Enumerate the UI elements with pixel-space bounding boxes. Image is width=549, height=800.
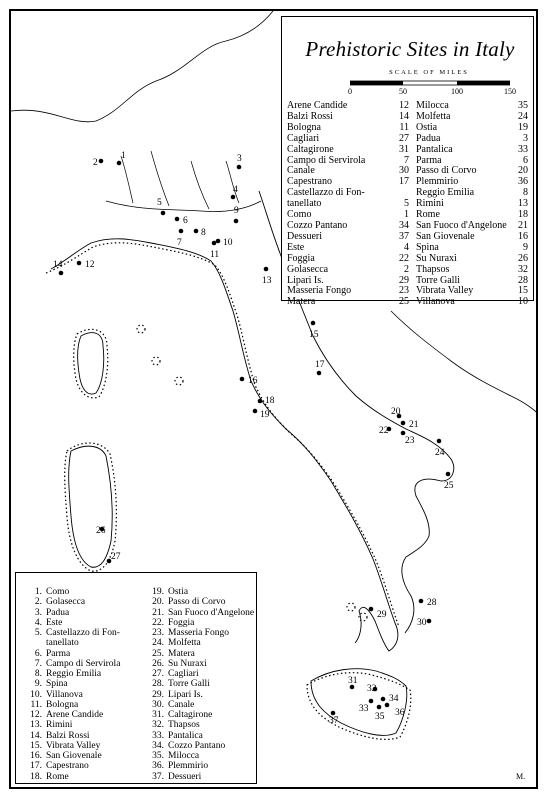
index-site-name: San Giovenale [46,751,102,761]
index-row [22,761,137,771]
index-row [144,628,259,638]
index-row [144,608,259,618]
site-label-26: 26 [96,526,106,536]
legend-site-number: 6 [523,154,528,166]
scale-bar [350,80,510,88]
index-number: 15. [30,740,42,751]
site-dot-34 [381,697,386,702]
index-number: 19. [152,587,164,597]
index-row [22,720,137,730]
legend-site-number: 20 [518,165,528,177]
site-label-22: 22 [379,426,389,436]
legend-site-number: 8 [523,187,528,199]
site-label-27: 27 [111,552,121,562]
site-label-6: 6 [183,216,188,226]
scale-label: SCALE OF MILES [389,69,469,76]
legend-site-name: Arene Candide [287,100,348,111]
legend-site-name: Milocca [416,100,449,111]
legend-site-name: Balzi Rossi [287,110,333,122]
site-dot-17 [317,371,322,376]
index-number: 12. [30,710,42,720]
index-number: 33. [152,730,164,741]
index-site-name: Capestrano [46,761,89,772]
legend-site-name: Parma [416,154,442,166]
legend-site-name: Su Nuraxi [416,252,457,264]
site-label-31: 31 [348,676,358,686]
legend-site-name: Dessueri [287,230,322,242]
legend-site-number: 36 [518,176,528,188]
legend-site-number: 19 [518,121,528,133]
sardinia-outline [69,446,113,567]
legend-site-name: tanellato [287,198,322,210]
legend-site-number: 5 [404,198,409,210]
legend-site-name: Campo di Servirola [287,154,366,166]
legend-site-name: Castellazzo di Fon- [287,187,365,199]
legend-panel [281,16,534,308]
index-site-name: Reggio Emilia [46,669,102,679]
scale-tick-150: 150 [504,87,516,96]
index-site-name: Cozzo Pantano [168,740,226,751]
site-label-35: 35 [375,712,385,722]
site-dot-5 [161,211,166,216]
site-dot-10 [216,239,221,244]
index-row [144,669,259,679]
index-row [22,638,137,648]
legend-row [287,254,409,265]
index-row [144,597,259,607]
site-dot-29 [369,607,374,612]
site-dot-6 [175,217,180,222]
legend-row [287,265,409,276]
site-label-28: 28 [427,598,437,608]
index-row [22,741,137,751]
index-row [22,751,137,761]
legend-row [416,297,528,308]
index-number: 9. [34,679,42,690]
legend-site-number: 23 [399,285,409,297]
index-number: 30. [152,699,164,710]
site-label-23: 23 [405,436,415,446]
index-number: 8. [34,669,42,679]
site-dot-4 [231,195,236,200]
index-row [144,679,259,689]
legend-column-right [416,101,528,308]
index-site-name: Campo di Servirola [46,658,121,669]
index-row [22,731,137,741]
legend-site-number: 27 [399,132,409,144]
legend-site-number: 10 [518,296,528,308]
legend-site-number: 7 [404,154,409,166]
site-label-13: 13 [262,276,272,286]
legend-site-number: 28 [518,274,528,286]
index-site-name: Foggia [168,617,195,628]
legend-site-name: Plemmirio [416,176,459,188]
legend-site-name: Villanova [416,296,455,308]
site-dot-13 [264,267,269,272]
index-site-name: Arene Candide [46,710,104,720]
site-label-3: 3 [237,154,242,164]
legend-row [287,145,409,156]
legend-site-number: 32 [518,263,528,275]
index-site-name: San Fuoco d'Angelone [168,607,255,618]
index-site-name: Como [46,587,70,597]
site-dot-23 [401,431,406,436]
index-row [22,669,137,679]
site-label-36: 36 [395,708,405,718]
site-dot-11 [212,241,217,246]
index-number: 36. [152,761,164,772]
index-row [22,679,137,689]
index-row [22,659,137,669]
legend-site-number: 35 [518,100,528,111]
site-dot-12 [77,261,82,266]
index-site-name: Milocca [168,751,200,761]
index-number: 7. [34,658,42,669]
index-site-name: Cagliari [168,669,199,679]
legend-site-number: 2 [404,263,409,275]
legend-site-name: Padua [416,132,441,144]
index-row [144,638,259,648]
legend-site-name: Bologna [287,121,321,133]
index-row [144,700,259,710]
legend-site-name: Pantalica [416,143,453,155]
site-dot-1 [117,161,122,166]
legend-site-name: Cozzo Pantano [287,219,348,231]
index-row [22,587,137,597]
legend-site-number: 31 [399,143,409,155]
legend-site-name: Ostia [416,121,438,133]
site-dot-33 [369,699,374,704]
index-number: 13. [30,720,42,731]
site-label-15: 15 [309,330,319,340]
legend-site-name: Masseria Fongo [287,285,352,297]
legend-site-number: 15 [518,285,528,297]
legend-row [416,145,528,156]
index-row [144,659,259,669]
site-label-17: 17 [315,360,325,370]
site-dot-37 [331,711,336,716]
index-site-name: Rimini [46,720,73,731]
site-dot-35 [377,705,382,710]
site-dot-9 [234,219,239,224]
index-row [22,710,137,720]
site-label-10: 10 [223,238,233,248]
site-label-11: 11 [210,250,220,260]
index-row [144,731,259,741]
index-site-name: Lipari Is. [168,689,203,700]
index-number: 17. [30,761,42,772]
index-site-name: Padua [46,607,70,618]
index-number [22,638,42,648]
index-site-name: Canale [168,699,195,710]
index-row [144,587,259,597]
index-site-name: Matera [168,648,195,659]
legend-site-name: Thapsos [416,263,450,275]
index-row [22,690,137,700]
index-row [144,690,259,700]
index-number: 20. [152,597,164,608]
index-number: 21. [152,607,164,618]
index-site-name: Este [46,617,63,628]
index-row [144,751,259,761]
index-site-name: Passo di Corvo [168,597,226,608]
site-label-18: 18 [265,396,275,406]
index-row [22,649,137,659]
legend-row [287,232,409,243]
index-site-name: Caltagirone [168,710,213,720]
index-site-name: Bologna [46,699,79,710]
site-label-33: 33 [359,704,369,714]
legend-site-name: Caltagirone [287,143,334,155]
scale-tick-100: 100 [451,87,463,96]
index-site-name: Su Nuraxi [168,658,207,669]
site-label-1: 1 [121,151,126,161]
legend-site-name: Molfetta [416,110,451,122]
legend-site-name: Capestrano [287,176,332,188]
site-dot-28 [419,599,424,604]
site-dot-3 [237,165,242,170]
index-number: 32. [152,720,164,731]
index-site-name: Balzi Rossi [46,730,90,741]
index-site-name: Spina [46,679,68,690]
legend-site-number: 3 [523,132,528,144]
site-label-29: 29 [377,610,387,620]
index-number: 34. [152,740,164,751]
index-row [22,618,137,628]
index-number: 5. [34,628,42,638]
index-row [144,649,259,659]
legend-site-name: Spina [416,241,439,253]
site-label-37: 37 [329,716,339,726]
index-row [144,618,259,628]
legend-site-number: 22 [399,252,409,264]
index-row [144,761,259,771]
site-dot-15 [311,321,316,326]
index-number: 37. [152,771,164,782]
legend-site-number: 12 [399,100,409,111]
legend-site-name: San Giovenale [416,230,475,242]
site-dot-2 [99,159,104,164]
site-dot-25 [446,472,451,477]
index-site-name: Parma [46,648,71,659]
index-row [22,772,137,782]
legend-row [287,297,409,308]
site-dot-18 [258,399,263,404]
index-number: 4. [34,617,42,628]
index-number: 25. [152,648,164,659]
legend-column-left [287,101,409,308]
legend-site-name: Lipari Is. [287,274,324,286]
site-label-4: 4 [233,185,238,195]
legend-site-number: 26 [518,252,528,264]
site-dot-7 [179,229,184,234]
index-site-name: tanellato [46,638,79,649]
site-dot-36 [385,703,390,708]
legend-row [416,265,528,276]
index-site-name: Masseria Fongo [168,628,229,638]
index-number: 29. [152,689,164,700]
legend-site-number: 11 [399,121,409,133]
legend-site-number: 14 [399,110,409,122]
index-number: 18. [30,771,42,782]
legend-site-name: Torre Galli [416,274,461,286]
index-number: 16. [30,751,42,761]
index-row [22,628,137,638]
index-number: 35. [152,751,164,761]
index-site-name: Castellazzo di Fon- [46,628,120,638]
site-dot-16 [240,377,245,382]
index-number: 6. [34,648,42,659]
scale-tick-0: 0 [348,87,352,96]
index-number: 23. [152,628,164,638]
site-dot-14 [59,271,64,276]
index-site-name: Dessueri [168,771,202,782]
index-row [144,741,259,751]
legend-site-name: Passo di Corvo [416,165,477,177]
index-number: 14. [30,730,42,741]
index-number: 3. [34,607,42,618]
site-label-5: 5 [157,198,162,208]
legend-site-name: San Fuoco d'Angelone [416,219,507,231]
legend-site-number: 4 [404,241,409,253]
legend-site-number: 16 [518,230,528,242]
legend-site-number: 34 [399,219,409,231]
legend-site-name: Este [287,241,305,253]
legend-row [416,254,528,265]
site-label-19: 19 [260,410,270,420]
index-number: 11. [30,699,42,710]
legend-site-number: 9 [523,241,528,253]
index-site-name: Golasecca [46,597,86,608]
signature: M. [516,772,526,781]
site-label-25: 25 [444,481,454,491]
legend-site-number: 24 [518,110,528,122]
site-label-21: 21 [409,420,419,430]
site-label-16: 16 [248,376,258,386]
index-row [144,710,259,720]
index-number: 2. [34,597,42,608]
index-number: 26. [152,658,164,669]
legend-site-number: 17 [399,176,409,188]
site-label-14: 14 [53,260,63,270]
index-site-name: Vibrata Valley [46,740,101,751]
legend-site-number: 33 [518,143,528,155]
index-column-left [22,587,137,782]
legend-site-name: Rimini [416,198,444,210]
legend-site-name: Cagliari [287,132,320,144]
index-number: 31. [152,710,164,720]
index-row [144,772,259,782]
site-dot-21 [401,421,406,426]
index-number: 22. [152,617,164,628]
index-row [22,700,137,710]
legend-site-number: 13 [518,198,528,210]
index-row [22,608,137,618]
legend-site-number: 30 [399,165,409,177]
site-label-2: 2 [93,158,98,168]
site-label-32: 32 [367,684,377,694]
site-label-34: 34 [389,694,399,704]
site-dot-30 [427,619,432,624]
index-number: 1. [34,587,42,597]
index-site-name: Thapsos [168,720,200,731]
index-number: 27. [152,669,164,679]
legend-site-name: Golasecca [287,263,329,275]
site-label-9: 9 [234,206,239,216]
legend-row [416,134,528,145]
index-site-name: Ostia [168,587,189,597]
legend-site-number: 37 [399,230,409,242]
legend-site-name: Canale [287,165,315,177]
index-site-name: Pantalica [168,730,203,741]
index-site-name: Torre Galli [168,679,210,690]
map-title: Prehistoric Sites in Italy [305,37,515,61]
index-number: 24. [152,638,164,649]
index-row [22,597,137,607]
site-label-7: 7 [177,238,182,248]
site-label-20: 20 [391,407,401,417]
index-panel [15,572,257,784]
map-frame [9,9,538,789]
corsica-outline [78,333,104,394]
legend-row [287,134,409,145]
legend-site-name: Como [287,209,312,221]
index-site-name: Rome [46,771,69,782]
index-site-name: Molfetta [168,638,201,649]
site-dot-8 [194,229,199,234]
legend-site-name: Reggio Emilia [416,187,475,199]
legend-site-number: 1 [404,209,409,221]
site-label-8: 8 [201,228,206,238]
legend-site-number: 21 [518,219,528,231]
legend-site-name: Rome [416,209,440,221]
legend-site-number: 29 [399,274,409,286]
index-site-name: Plemmirio [168,761,209,772]
legend-site-name: Matera [287,296,316,308]
index-number: 28. [152,679,164,690]
index-site-name: Villanova [46,689,83,700]
site-label-12: 12 [85,260,95,270]
index-column-right [144,587,259,782]
scale-tick-50: 50 [399,87,407,96]
index-number: 10. [30,689,42,700]
site-dot-19 [253,409,258,414]
site-label-24: 24 [435,448,445,458]
balkan-coast [391,311,538,416]
legend-site-number: 18 [518,209,528,221]
legend-site-number: 25 [399,296,409,308]
index-row [144,720,259,730]
alpine-border [11,11,273,122]
site-dot-24 [437,439,442,444]
legend-site-name: Foggia [287,252,315,264]
legend-site-name: Vibrata Valley [416,285,474,297]
site-label-30: 30 [417,618,427,628]
